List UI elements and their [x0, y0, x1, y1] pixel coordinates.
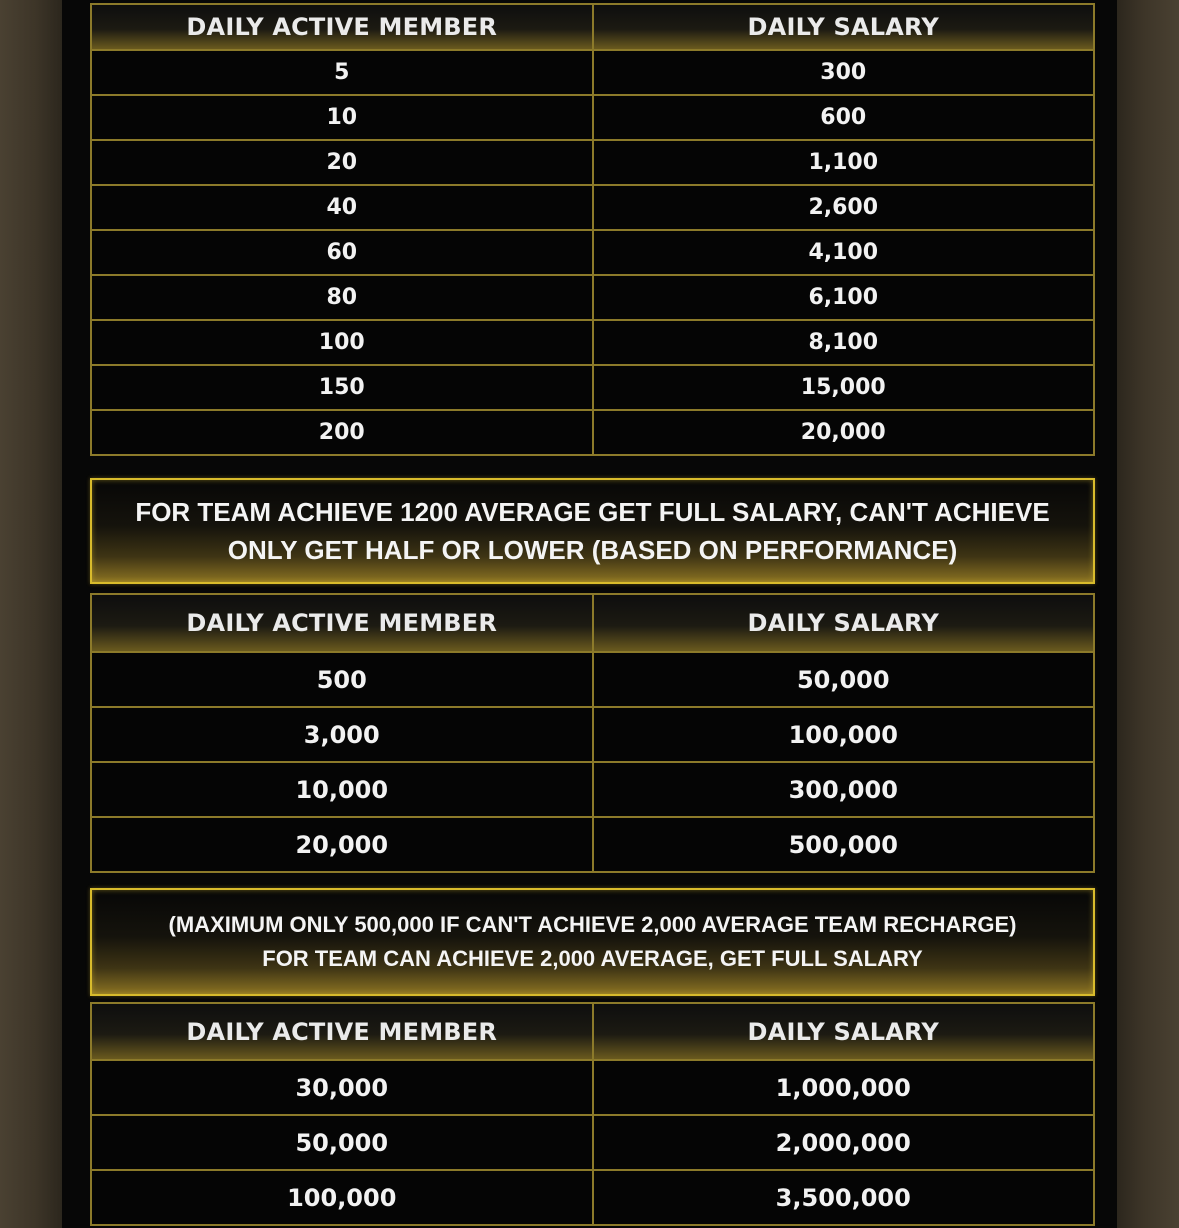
table-row — [91, 230, 1094, 275]
salary-cell: 100,000 — [593, 707, 1095, 762]
salary-cell: 20,000 — [593, 410, 1095, 455]
table-row — [91, 707, 1094, 762]
active-member-cell: 100,000 — [91, 1170, 593, 1225]
note-line-2: ONLY GET HALF OR LOWER (BASED ON PERFORMANCE) — [227, 535, 958, 565]
active-member-cell: 20,000 — [91, 817, 593, 872]
salary-table-tier-1 — [90, 3, 1095, 456]
active-member-cell: 80 — [91, 275, 593, 320]
table-row — [91, 762, 1094, 817]
active-member-cell: 5 — [91, 50, 593, 95]
salary-cell: 6,100 — [593, 275, 1095, 320]
active-member-cell: 40 — [91, 185, 593, 230]
table-row — [91, 140, 1094, 185]
salary-cell: 500,000 — [593, 817, 1095, 872]
active-member-cell: 20 — [91, 140, 593, 185]
table-row — [91, 652, 1094, 707]
note-line-1: (MAXIMUM ONLY 500,000 IF CAN'T ACHIEVE 2,000 AVERAGE TEAM RECHARGE) — [168, 912, 1017, 937]
active-member-cell: 10 — [91, 95, 593, 140]
table-row — [91, 1115, 1094, 1170]
column-header-daily-salary: DAILY SALARY — [593, 1003, 1095, 1060]
active-member-cell: 60 — [91, 230, 593, 275]
salary-cell: 2,000,000 — [593, 1115, 1095, 1170]
salary-condition-note-1 — [90, 478, 1095, 584]
table-row — [91, 1060, 1094, 1115]
salary-cell: 600 — [593, 95, 1095, 140]
column-header-daily-salary: DAILY SALARY — [593, 594, 1095, 652]
salary-cell: 8,100 — [593, 320, 1095, 365]
salary-cell: 300 — [593, 50, 1095, 95]
salary-condition-note-2 — [90, 888, 1095, 996]
column-header-active-member: DAILY ACTIVE MEMBER — [91, 4, 593, 50]
active-member-cell: 100 — [91, 320, 593, 365]
table-row — [91, 95, 1094, 140]
active-member-cell: 10,000 — [91, 762, 593, 817]
table-header-row — [91, 594, 1094, 652]
salary-table-tier-2 — [90, 593, 1095, 873]
salary-cell: 4,100 — [593, 230, 1095, 275]
salary-cell: 300,000 — [593, 762, 1095, 817]
active-member-cell: 150 — [91, 365, 593, 410]
salary-table-tier-3 — [90, 1002, 1095, 1226]
salary-cell: 1,000,000 — [593, 1060, 1095, 1115]
active-member-cell: 3,000 — [91, 707, 593, 762]
table-row — [91, 320, 1094, 365]
active-member-cell: 200 — [91, 410, 593, 455]
column-header-active-member: DAILY ACTIVE MEMBER — [91, 594, 593, 652]
table-row — [91, 365, 1094, 410]
salary-cell: 50,000 — [593, 652, 1095, 707]
note-line-2: FOR TEAM CAN ACHIEVE 2,000 AVERAGE, GET FULL SALARY — [262, 946, 923, 971]
table-row — [91, 275, 1094, 320]
active-member-cell: 30,000 — [91, 1060, 593, 1115]
column-header-active-member: DAILY ACTIVE MEMBER — [91, 1003, 593, 1060]
column-header-daily-salary: DAILY SALARY — [593, 4, 1095, 50]
note-line-1: FOR TEAM ACHIEVE 1200 AVERAGE GET FULL SALARY, CAN'T ACHIEVE — [135, 497, 1050, 527]
table-row — [91, 185, 1094, 230]
table-row — [91, 817, 1094, 872]
salary-cell: 1,100 — [593, 140, 1095, 185]
table-row — [91, 1170, 1094, 1225]
salary-cell: 15,000 — [593, 365, 1095, 410]
table-header-row — [91, 4, 1094, 50]
active-member-cell: 500 — [91, 652, 593, 707]
table-row — [91, 50, 1094, 95]
salary-cell: 2,600 — [593, 185, 1095, 230]
table-row — [91, 410, 1094, 455]
table-header-row — [91, 1003, 1094, 1060]
salary-cell: 3,500,000 — [593, 1170, 1095, 1225]
active-member-cell: 50,000 — [91, 1115, 593, 1170]
